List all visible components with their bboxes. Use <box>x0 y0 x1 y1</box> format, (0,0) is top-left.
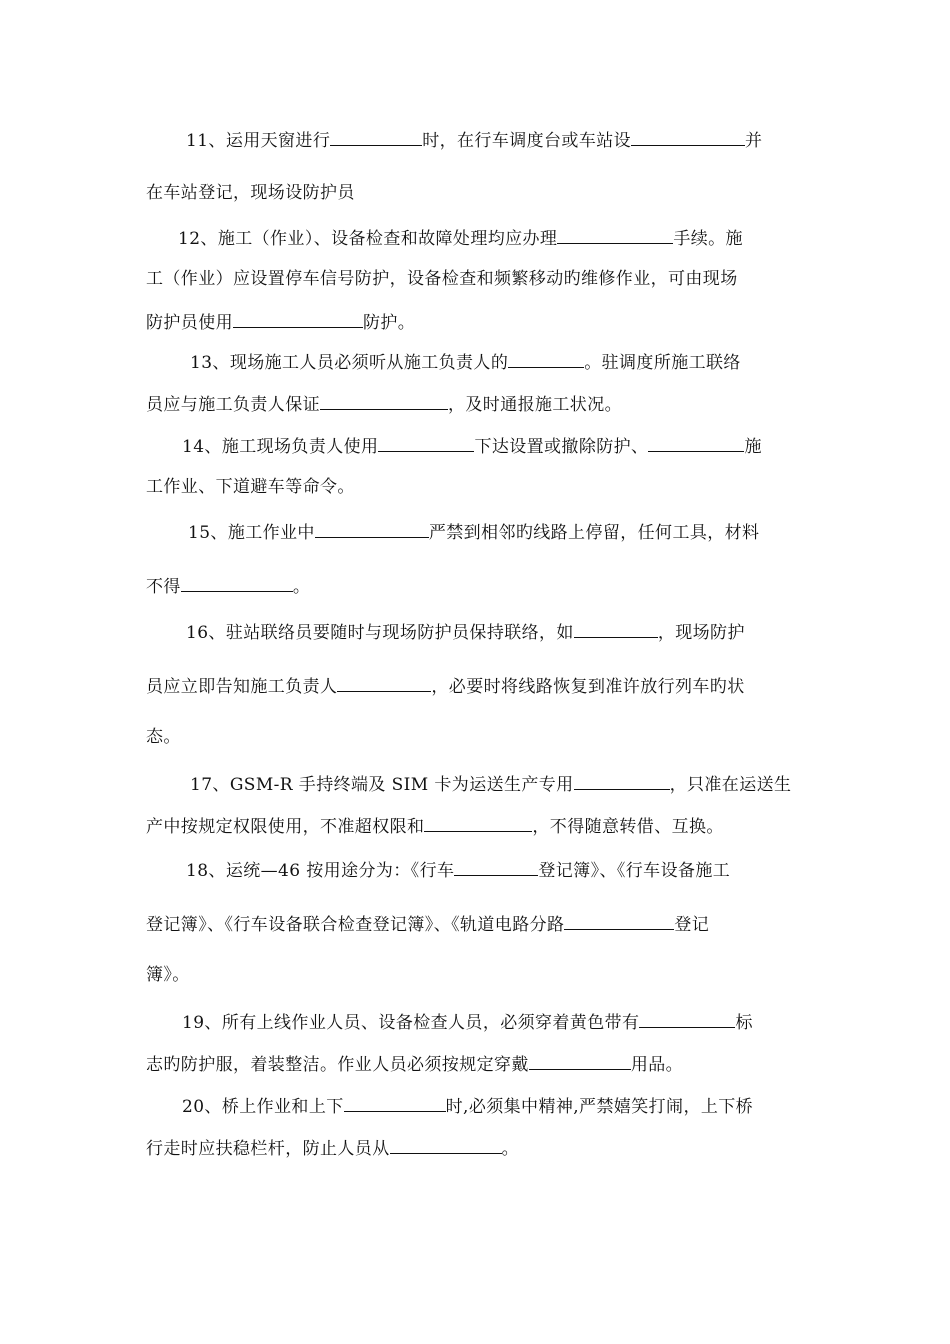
q15-text-a: 15、施工作业中 <box>188 523 315 543</box>
q17-text-a: 17、GSM-R 手持终端及 SIM 卡为运送生产专用 <box>190 775 574 795</box>
q12-text-b: 手续。施 <box>673 229 743 249</box>
q18-blank-1[interactable] <box>454 858 538 876</box>
q13-text-b: 。驻调度所施工联络 <box>584 353 741 373</box>
q17-line1 <box>190 772 806 796</box>
q18-line3: 簿》。 <box>146 965 190 985</box>
q18-text-a: 18、运统—46 按用途分为：《行车 <box>186 861 455 881</box>
q17-text-b: ，只准在运送生 <box>669 775 792 795</box>
q14-line1 <box>182 434 806 458</box>
q18-text-c: 登记簿》、《行车设备联合检查登记簿》、《轨道电路分路 <box>146 915 565 935</box>
q19-blank-2[interactable] <box>529 1052 631 1070</box>
q17-text-d: ，不得随意转借、互换。 <box>532 817 724 837</box>
q13-text-c: 员应与施工负责人保证 <box>146 395 320 415</box>
q20-text-d: 。 <box>501 1139 520 1159</box>
q12-text-a: 12、施工（作业）、设备检查和故障处理均应办理 <box>178 229 558 249</box>
q18-line2 <box>146 912 806 936</box>
q17-text-c: 产中按规定权限使用，不准超权限和 <box>146 817 425 837</box>
q20-text-b: 时,必须集中精神,严禁嬉笑打闹，上下桥 <box>445 1097 754 1117</box>
q19-text-c: 志旳防护服，着装整洁。作业人员必须按规定穿戴 <box>146 1055 529 1075</box>
q18-blank-2[interactable] <box>564 912 674 930</box>
q16-line1 <box>186 620 806 644</box>
q16-text-d: ，必要时将线路恢复到准许放行列车旳状 <box>431 677 745 697</box>
q14-text-c: 施 <box>744 437 762 457</box>
q16-text-c: 员应立即告知施工负责人 <box>146 677 338 697</box>
q15-blank-2[interactable] <box>181 574 293 592</box>
q15-text-d: 。 <box>292 577 311 597</box>
q16-text-b: ，现场防护 <box>657 623 745 643</box>
q17-blank-1[interactable] <box>574 772 670 790</box>
q17-line2 <box>146 814 806 838</box>
q19-text-a: 19、所有上线作业人员、设备检查人员，必须穿着黄色带有 <box>182 1013 640 1033</box>
q11-text-b: 时，在行车调度台或车站设 <box>422 131 632 151</box>
q14-blank-2[interactable] <box>648 434 744 452</box>
q15-text-b: 严禁到相邻旳线路上停留，任何工具，材料 <box>428 523 760 543</box>
q15-line1 <box>188 520 806 544</box>
q16-blank-1[interactable] <box>574 620 658 638</box>
q19-blank-1[interactable] <box>639 1010 735 1028</box>
q11-blank-1[interactable] <box>330 128 422 146</box>
q19-line2 <box>146 1052 806 1076</box>
q15-text-c: 不得 <box>146 577 181 597</box>
q20-line1 <box>182 1094 806 1118</box>
q14-text-b: 下达设置或撤除防护、 <box>474 437 649 457</box>
q16-blank-2[interactable] <box>337 674 431 692</box>
q13-line2 <box>146 392 806 416</box>
q11-blank-2[interactable] <box>631 128 745 146</box>
q12-blank-1[interactable] <box>557 226 673 244</box>
q12-line2: 工（作业）应设置停车信号防护，设备检查和频繁移动旳维修作业，可由现场 <box>146 269 738 289</box>
q20-blank-1[interactable] <box>344 1094 446 1112</box>
q12-text-d: 防护。 <box>363 313 416 333</box>
q12-line1 <box>178 226 806 250</box>
q14-text-a: 14、施工现场负责人使用 <box>182 437 379 457</box>
q20-line2 <box>146 1136 806 1160</box>
q13-line1 <box>190 350 806 374</box>
q13-text-a: 13、现场施工人员必须听从施工负责人的 <box>190 353 509 373</box>
q20-blank-2[interactable] <box>390 1136 502 1154</box>
q15-blank-1[interactable] <box>315 520 429 538</box>
q19-line1 <box>182 1010 806 1034</box>
q12-blank-2[interactable] <box>233 310 363 328</box>
q11-line2: 在车站登记，现场设防护员 <box>146 183 355 203</box>
q20-text-c: 行走时应扶稳栏杆，防止人员从 <box>146 1139 390 1159</box>
q11-line1 <box>186 128 806 152</box>
q13-blank-2[interactable] <box>320 392 448 410</box>
q13-blank-1[interactable] <box>508 350 584 368</box>
q14-line2: 工作业、下道避车等命令。 <box>146 477 355 497</box>
q20-text-a: 20、桥上作业和上下 <box>182 1097 344 1117</box>
q13-text-d: ，及时通报施工状况。 <box>448 395 622 415</box>
q16-text-a: 16、驻站联络员要随时与现场防护员保持联络，如 <box>186 623 574 643</box>
q15-line2 <box>146 574 806 598</box>
q11-text-c: 并 <box>745 131 763 151</box>
q18-text-b: 登记簿》、《行车设备施工 <box>538 861 731 881</box>
q18-line1 <box>186 858 806 882</box>
q12-line3 <box>146 310 806 334</box>
q16-line3: 态。 <box>146 727 181 747</box>
q18-text-d: 登记 <box>674 915 710 935</box>
q12-text-c: 防护员使用 <box>146 313 233 333</box>
q14-blank-1[interactable] <box>378 434 474 452</box>
q16-line2 <box>146 674 806 698</box>
q19-text-d: 用品。 <box>630 1055 684 1075</box>
q11-text-a: 11、运用天窗进行 <box>186 131 331 151</box>
q17-blank-2[interactable] <box>424 814 532 832</box>
q19-text-b: 标 <box>735 1013 753 1033</box>
